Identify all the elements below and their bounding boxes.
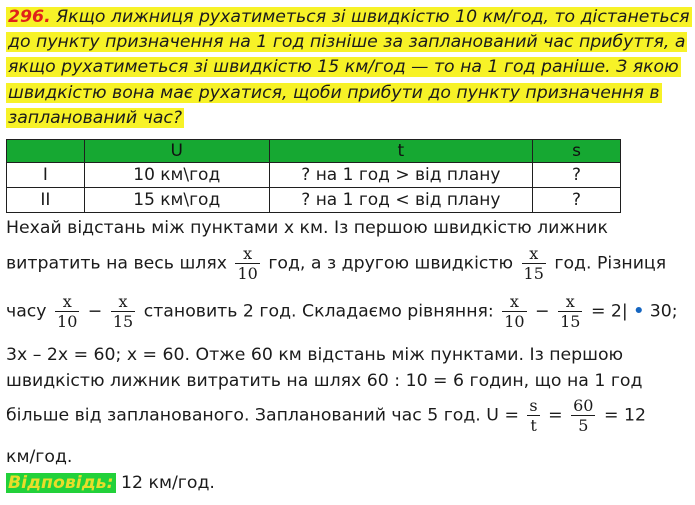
solution-line-7: км/год.: [6, 447, 73, 467]
problem-statement: [6, 5, 692, 131]
table-header-row: [7, 140, 621, 163]
equals-sign: =: [548, 405, 563, 426]
table-cell: ?: [533, 188, 621, 213]
fraction-numerator: x: [565, 292, 575, 311]
fraction-numerator: x: [62, 292, 72, 311]
table-cell: ?: [533, 163, 621, 188]
fraction-denominator: 15: [560, 312, 581, 331]
solution-line-2: [6, 244, 694, 283]
answer-value: 12 км/год.: [121, 473, 215, 493]
fraction-s-over-t: [527, 396, 539, 435]
fraction-numerator: x: [243, 244, 253, 263]
table-cell: 10 км\год: [84, 163, 269, 188]
problem-number: 296.: [8, 7, 51, 27]
fraction-x-over-15: [111, 292, 135, 331]
fraction-x-over-10: [235, 244, 259, 283]
solution-line-3: [6, 292, 694, 331]
table-cell: ? на 1 год < від плану: [269, 188, 533, 213]
table-header-cell: U: [84, 140, 269, 163]
equation-rhs: = 2|: [590, 301, 628, 322]
solution-line-1: Нехай відстань між пунктами х км. Із першою швидкістю лижник: [6, 218, 608, 238]
fraction-denominator: 5: [571, 415, 595, 435]
problem-text: Якщо лижниця рухатиметься зі швидкістю 10 км/год, то дістанеться до пункту призначення на 1 год пізніше за запланований час прибуття, а якщо рухатиметься зі швидкістю 15 км/год — то на 1 год раніше. З якою швидкістю вона має рухатися, щоби прибути до пункту призначення в запланований час?: [8, 7, 690, 128]
table-header-cell: s: [533, 140, 621, 163]
solution-text: витратить на весь шлях: [6, 253, 227, 274]
solution-line-4: 3х – 2х = 60; х = 60. Отже 60 км відстань між пунктами. Із першою: [6, 345, 624, 365]
multiplier: 30;: [649, 301, 678, 322]
fraction-60-over-5: [571, 396, 595, 435]
fraction-denominator: 10: [504, 312, 525, 331]
answer-label: Відповідь:: [8, 473, 114, 493]
minus-sign: −: [87, 301, 103, 322]
fraction-numerator: s: [529, 396, 538, 415]
fraction-numerator: x: [118, 292, 128, 311]
fraction-denominator: 15: [112, 312, 134, 331]
solution-result: = 12: [603, 405, 646, 426]
fraction-x-over-10: [502, 292, 526, 331]
table-row: [7, 163, 621, 188]
table-cell: II: [7, 188, 85, 213]
minus-sign: −: [535, 301, 550, 322]
fraction-x-over-15: [558, 292, 582, 331]
fraction-denominator: 10: [237, 264, 258, 283]
fraction-x-over-10: [55, 292, 79, 331]
fraction-denominator: 10: [57, 312, 78, 331]
solution-text: більше від запланованого. Запланований час 5 год. U =: [6, 405, 519, 426]
fraction-x-over-15: [522, 244, 546, 283]
fraction-denominator: 15: [523, 264, 544, 283]
solution-text: часу: [6, 301, 47, 322]
table-header-cell: [7, 140, 85, 163]
fraction-numerator: x: [509, 292, 519, 311]
solution-text: год, а з другою швидкістю: [268, 253, 514, 274]
table-cell: I: [7, 163, 85, 188]
solution-line-6: [6, 396, 694, 435]
fraction-denominator: t: [527, 415, 539, 435]
table-cell: 15 км\год: [84, 188, 269, 213]
fraction-numerator: 60: [573, 396, 594, 415]
answer-line: [6, 473, 694, 493]
problem-highlight: [6, 7, 692, 128]
fraction-numerator: x: [529, 244, 539, 263]
data-table: [6, 139, 621, 213]
multiply-dot: •: [633, 301, 645, 322]
table-cell: ? на 1 год > від плану: [269, 163, 533, 188]
solution-line-5: швидкістю лижник витратить на шлях 60 : 10 = 6 годин, що на 1 год: [6, 371, 643, 391]
table-row: [7, 188, 621, 213]
table-header-cell: t: [269, 140, 533, 163]
solution-text: год. Різниця: [554, 253, 667, 274]
solution-text: становить 2 год. Складаємо рівняння:: [143, 301, 494, 322]
